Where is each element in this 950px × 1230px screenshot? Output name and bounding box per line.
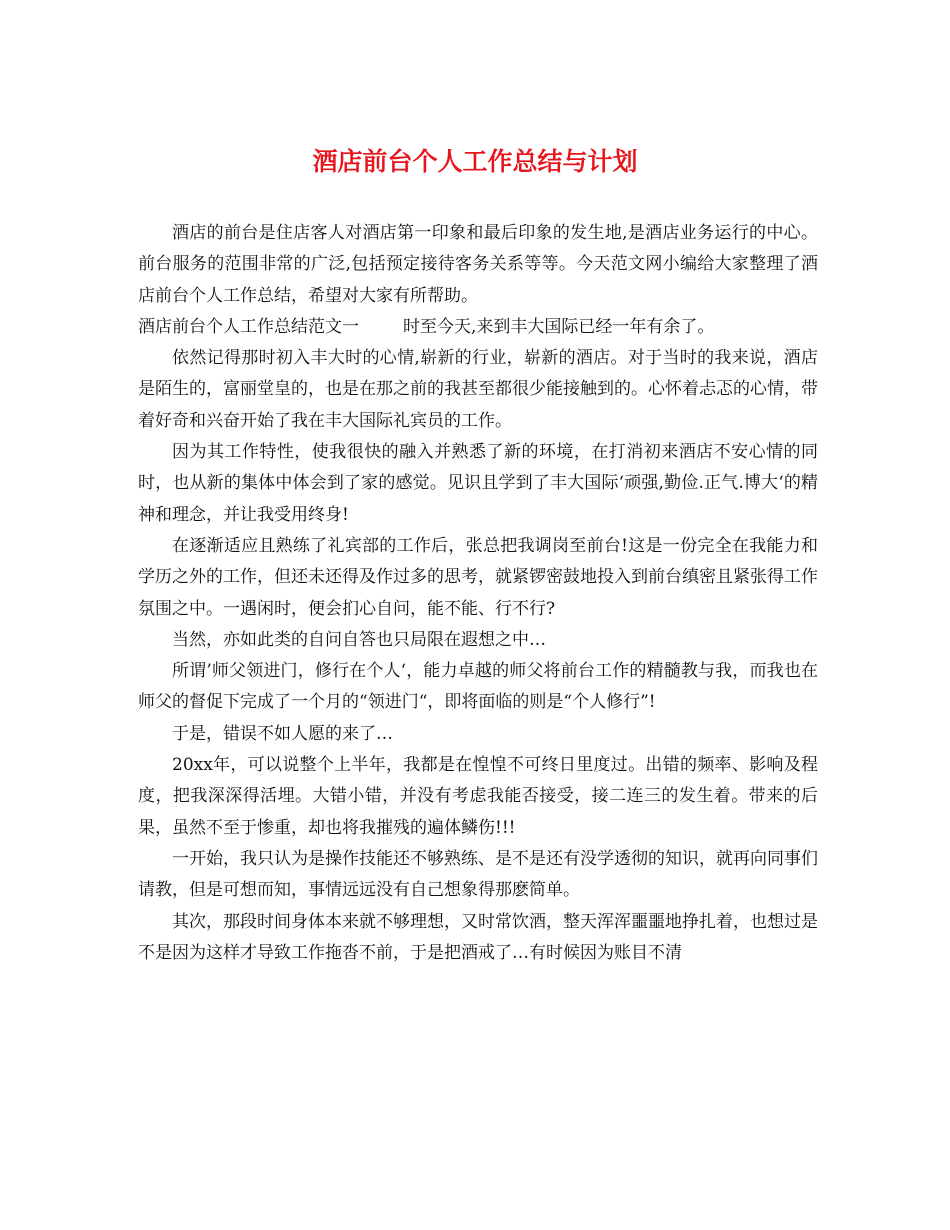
body-paragraph: 在逐渐适应且熟练了礼宾部的工作后，张总把我调岗至前台!这是一份完全在我能力和学历之外的工作，但还未还得及作过多的思考，就紧锣密鼓地投入到前台缜密且紧张得工作氛围之中。一遇闲时，便会扪心自问，能不能、行不行? bbox=[138, 535, 818, 619]
body-paragraph: 一开始，我只认为是操作技能还不够熟练、是不是还有没学透彻的知识，就再向同事们请教，但是可想而知，事情远远没有自己想象得那麽简单。 bbox=[138, 848, 818, 901]
document-title: 酒店前台个人工作总结与计划 bbox=[312, 147, 638, 176]
body-paragraph: 因为其工作特性，使我很快的融入并熟悉了新的环境，在打消初来酒店不安心情的同时，也从新的集体中体会到了家的感觉。见识且学到了丰大国际‘顽强,勤俭.正气.博大‘的精神和理念，并让我受用终身! bbox=[138, 442, 818, 525]
body-paragraph: 依然记得那时初入丰大时的心情,崭新的行业，崭新的酒店。对于当时的我来说，酒店是陌生的，富丽堂皇的，也是在那之前的我甚至都很少能接触到的。心怀着忐忑的心情，带着好奇和兴奋开始了我在丰大国际礼宾员的工作。 bbox=[138, 348, 818, 431]
section-heading-line bbox=[138, 312, 818, 343]
section-heading: 酒店前台个人工作总结范文一 bbox=[138, 316, 359, 337]
body-paragraph: 当然，亦如此类的自问自答也只局限在遐想之中… bbox=[172, 629, 546, 650]
body-paragraph: 20xx年，可以说整个上半年，我都是在惶惶不可终日里度过。出错的频率、影响及程度，把我深深得活埋。大错小错，并没有考虑我能否接受，接二连三的发生着。带来的后果，虽然不至于惨重，却也将我摧残的遍体鳞伤!!! bbox=[138, 755, 818, 838]
intro-paragraph: 酒店的前台是住店客人对酒店第一印象和最后印象的发生地,是酒店业务运行的中心。前台服务的范围非常的广泛,包括预定接待客务关系等等。今天范文网小编给大家整理了酒店前台个人工作总结，希望对大家有所帮助。 bbox=[138, 223, 818, 306]
body-paragraph: 其次，那段时间身体本来就不够理想，又时常饮酒，整天浑浑噩噩地挣扎着，也想过是不是因为这样才导致工作拖沓不前，于是把酒戒了…有时候因为账目不清 bbox=[138, 911, 818, 963]
document-body bbox=[138, 218, 818, 969]
section-first-sentence: 时至今天,来到丰大国际已经一年有余了。 bbox=[403, 316, 715, 337]
body-paragraph: 于是，错误不如人愿的来了… bbox=[172, 723, 393, 744]
body-paragraph: 所谓’师父领进门，修行在个人‘，能力卓越的师父将前台工作的精髓教与我，而我也在师父的督促下完成了一个月的“领进门“，即将面临的则是“个人修行”! bbox=[138, 661, 818, 713]
